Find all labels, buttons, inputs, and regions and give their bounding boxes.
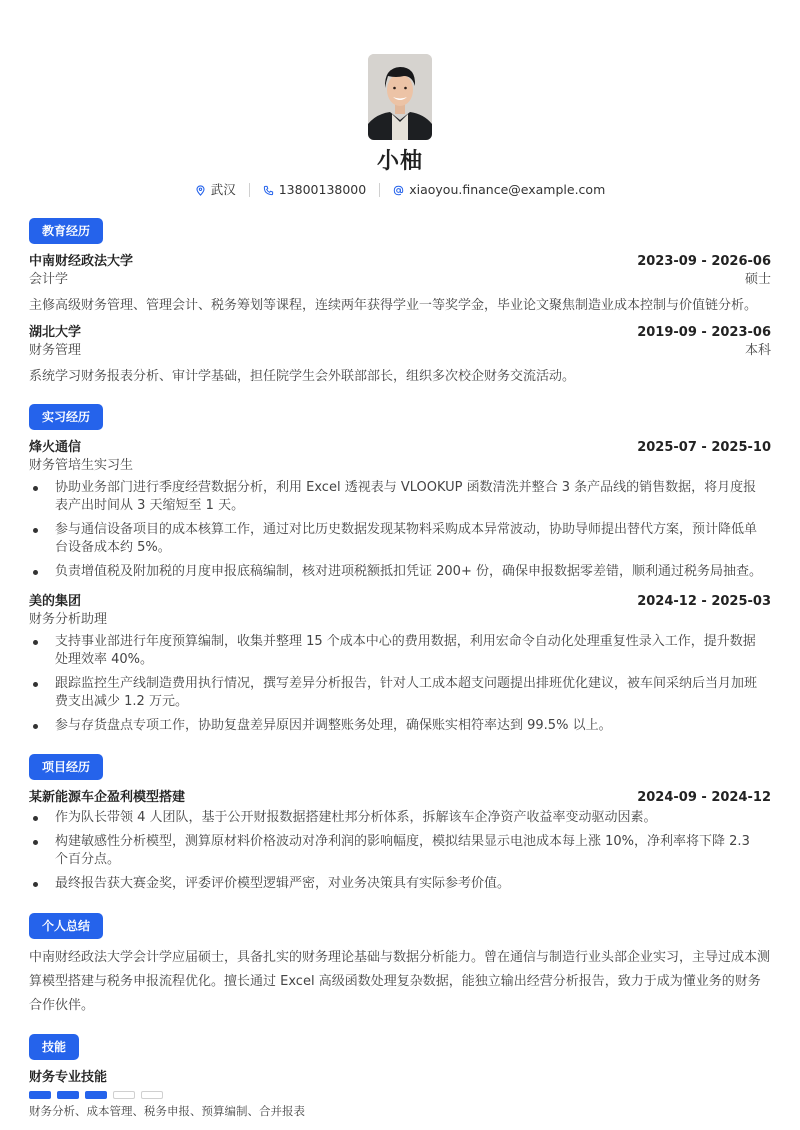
- contact-email: [393, 182, 605, 198]
- internship-item: [29, 439, 771, 587]
- level-segment-empty: [113, 1091, 135, 1099]
- education-item: [29, 324, 771, 386]
- email-text[interactable]: xiaoyou.finance@example.com: [409, 182, 606, 197]
- list-item: 作为队长带领 4 人团队，基于公开财报数据搭建杜邦分析体系，拆解该车企净资产收益率变动驱动因素。: [29, 809, 771, 827]
- contact-phone: [263, 182, 366, 198]
- skill-level-bar: [29, 1091, 771, 1099]
- section-title-skills: 技能: [29, 1034, 79, 1060]
- section-internship: [29, 404, 771, 430]
- major: 财务管理: [29, 343, 82, 358]
- section-title-internship: 实习经历: [29, 404, 103, 430]
- section-title-projects: 项目经历: [29, 754, 103, 780]
- list-item: 最终报告获大赛金奖，评委评价模型逻辑严密，对业务决策具有实际参考价值。: [29, 875, 771, 893]
- level-segment-filled: [29, 1091, 51, 1099]
- summary-text: 中南财经政法大学会计学应届硕士，具备扎实的财务理论基础与数据分析能力。曾在通信与制造行业头部企业实习，主导过成本测算模型搭建与税务申报流程优化。擅长通过 Excel 高级函数处理复杂数据，能独立输出经营分析报告，致力于成为懂业务的财务合作伙伴。: [29, 950, 771, 1013]
- divider: [249, 183, 250, 197]
- section-title-education: 教育经历: [29, 218, 103, 244]
- skill-description: 财务分析、成本管理、税务申报、预算编制、合并报表: [29, 1104, 305, 1118]
- level-segment-empty: [141, 1091, 163, 1099]
- project-bullets: [29, 809, 771, 893]
- section-projects: [29, 754, 771, 780]
- skill-item: [29, 1069, 771, 1119]
- section-education: [29, 218, 771, 244]
- list-item: 参与存货盘点专项工作，协助复盘差异原因并调整账务处理，确保账实相符率达到 99.5% 以上。: [29, 717, 771, 735]
- section-title-summary: 个人总结: [29, 913, 103, 939]
- list-item: 负责增值税及附加税的月度申报底稿编制，核对进项税额抵扣凭证 200+ 份，确保申报数据零差错，顺利通过税务局抽查。: [29, 563, 771, 581]
- divider: [379, 183, 380, 197]
- education-item: [29, 253, 771, 315]
- project-item: [29, 789, 771, 899]
- internship-item: [29, 593, 771, 741]
- company-name: 烽火通信: [29, 440, 82, 455]
- section-skills: [29, 1034, 771, 1060]
- education-date: 2019-09 - 2023-06: [637, 325, 771, 340]
- education-date: 2023-09 - 2026-06: [637, 254, 771, 269]
- level-segment-filled: [57, 1091, 79, 1099]
- candidate-name: 小柚: [376, 149, 423, 174]
- summary-block: [29, 946, 771, 1018]
- role: 财务管培生实习生: [29, 458, 134, 473]
- skill-name: 财务专业技能: [29, 1070, 108, 1085]
- at-sign-icon: [393, 185, 404, 196]
- phone-icon: [263, 185, 274, 196]
- contact-location: [195, 182, 236, 198]
- education-description: 主修高级财务管理、管理会计、税务筹划等课程，连续两年获得学业一等奖学金，毕业论文聚焦制造业成本控制与价值链分析。: [29, 298, 758, 313]
- section-summary: [29, 913, 771, 939]
- major: 会计学: [29, 272, 69, 287]
- school-name: 中南财经政法大学: [29, 254, 134, 269]
- phone-text[interactable]: 13800138000: [278, 182, 367, 197]
- project-date: 2024-09 - 2024-12: [637, 790, 771, 805]
- person-photo-icon: [368, 54, 432, 140]
- location-text: 武汉: [210, 182, 236, 197]
- list-item: 协助业务部门进行季度经营数据分析，利用 Excel 透视表与 VLOOKUP 函数清洗并整合 3 条产品线的销售数据，将月度报表产出时间从 3 天缩短至 1 天。: [29, 479, 771, 515]
- list-item: 支持事业部进行年度预算编制，收集并整理 15 个成本中心的费用数据，利用宏命令自动化处理重复性录入工作，提升数据处理效率 40%。: [29, 633, 771, 669]
- school-name: 湖北大学: [29, 325, 82, 340]
- list-item: 参与通信设备项目的成本核算工作，通过对比历史数据发现某物料采购成本异常波动，协助导师提出替代方案，预计降低单台设备成本约 5%。: [29, 521, 771, 557]
- list-item: 跟踪监控生产线制造费用执行情况，撰写差异分析报告，针对人工成本超支问题提出排班优化建议，被车间采纳后当月加班费支出减少 1.2 万元。: [29, 675, 771, 711]
- achievement-list: [29, 633, 771, 735]
- profile-header: [29, 0, 771, 198]
- education-description: 系统学习财务报表分析、审计学基础，担任院学生会外联部部长，组织多次校企财务交流活动。: [29, 369, 576, 384]
- internship-date: 2024-12 - 2025-03: [637, 594, 771, 609]
- project-name: 某新能源车企盈利模型搭建: [29, 790, 186, 805]
- map-pin-icon: [195, 185, 206, 196]
- internship-date: 2025-07 - 2025-10: [637, 440, 771, 455]
- degree: 本科: [744, 343, 771, 358]
- company-name: 美的集团: [29, 594, 82, 609]
- role: 财务分析助理: [29, 612, 108, 627]
- degree: 硕士: [744, 272, 771, 287]
- avatar-photo: [368, 54, 432, 140]
- level-segment-filled: [85, 1091, 107, 1099]
- list-item: 构建敏感性分析模型，测算原材料价格波动对净利润的影响幅度，模拟结果显示电池成本每上涨 10%，净利率将下降 2.3 个百分点。: [29, 833, 771, 869]
- achievement-list: [29, 479, 771, 581]
- contact-info: [29, 182, 771, 198]
